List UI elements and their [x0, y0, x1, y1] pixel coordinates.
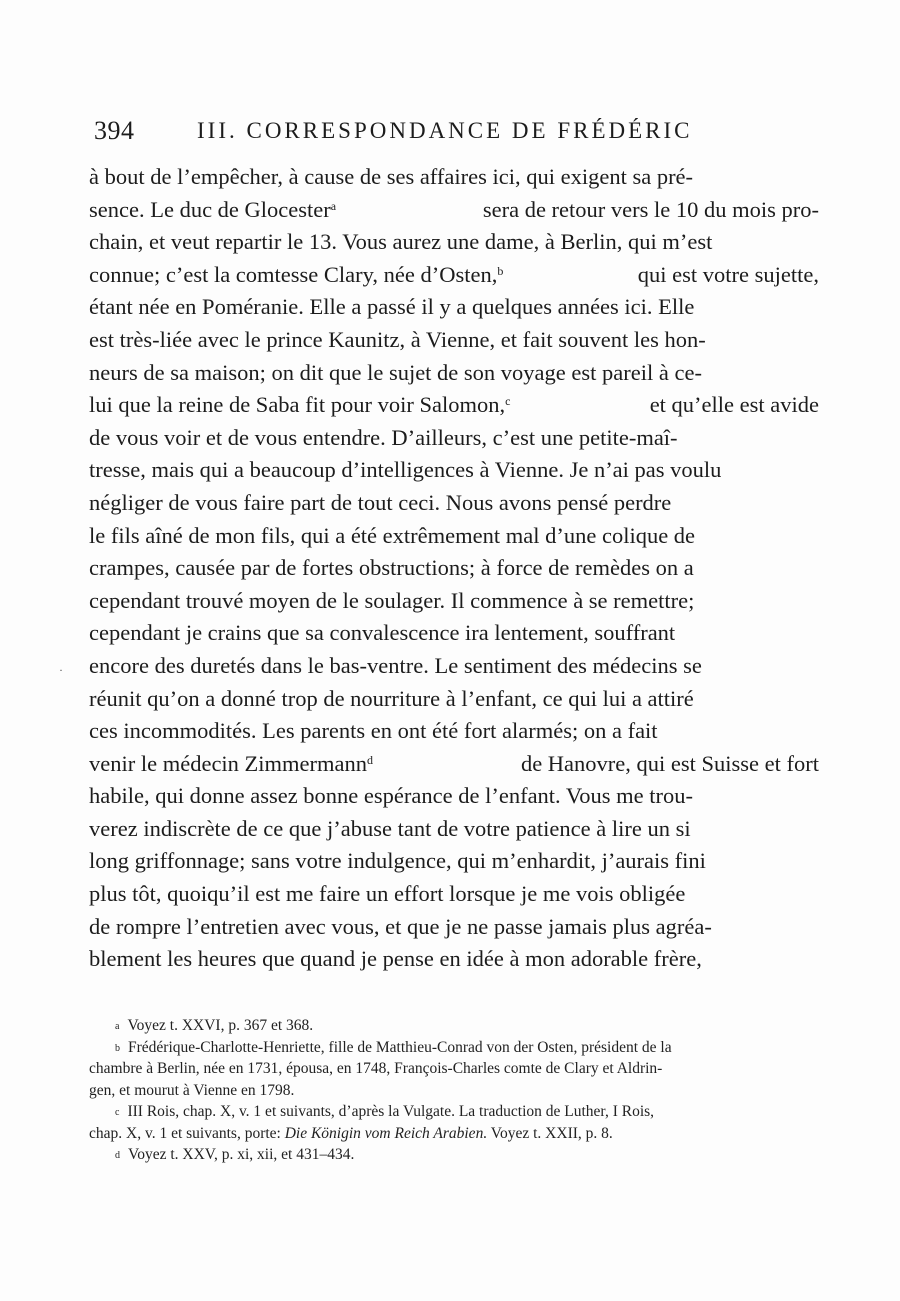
line-text: long griffonnage; sans votre indulgence, qui m’enhardit, j’aurais fini: [89, 848, 706, 874]
text-line: [89, 291, 819, 324]
text-line: [89, 683, 819, 716]
footnote-text: Frédérique-Charlotte-Henriette, fille de Matthieu-Conrad von der Osten, président de la: [128, 1038, 672, 1056]
text-line: [89, 226, 819, 259]
line-text: ces incommodités. Les parents en ont été fort alarmés; on a fait: [89, 718, 658, 744]
line-text: cependant je crains que sa convalescence ira lentement, souffrant: [89, 620, 676, 646]
line-text: chain, et veut repartir le 13. Vous aurez une dame, à Berlin, qui m’est: [89, 229, 713, 255]
footnote-text: chap. X, v. 1 et suivants, porte:: [89, 1124, 281, 1142]
line-text: réunit qu’on a donné trop de nourriture à l’enfant, ce qui lui a attiré: [89, 685, 694, 711]
footnote-mark: a: [115, 1021, 120, 1032]
footnote-quote: Die Königin vom Reich Arabien.: [284, 1124, 488, 1142]
footnote-ref-b: b: [497, 263, 504, 278]
body-text: [89, 161, 819, 976]
line-text: le fils aîné de mon fils, qui a été extrêmement mal d’une colique de: [89, 522, 696, 548]
text-line: [89, 487, 819, 520]
line-text: sence. Le duc de Glocester$^a$: [89, 196, 337, 222]
text-line: [89, 943, 819, 976]
line-text: tresse, mais qui a beaucoup d’intelligences à Vienne. Je n’ai pas voulu: [89, 457, 722, 483]
line-text: est très-liée avec le prince Kaunitz, à Vienne, et fait souvent les hon-: [89, 326, 706, 352]
footnote-d: [89, 1144, 819, 1166]
text-line: [89, 780, 819, 813]
line-text: négliger de vous faire part de tout ceci. Nous avons pensé perdre: [89, 489, 672, 515]
line-text: venir le médecin Zimmermann$^d$: [89, 750, 374, 776]
text-line: [89, 585, 819, 618]
text-line: [89, 161, 819, 194]
footnote-c: [89, 1101, 819, 1144]
line-text: verez indiscrète de ce que j’abuse tant de votre patience à lire un si: [89, 815, 691, 841]
line-text: de vous voir et de vous entendre. D’ailleurs, c’est une petite-maî-: [89, 424, 678, 450]
line-text: cependant trouvé moyen de le soulager. Il commence à se remettre;: [89, 587, 695, 613]
text-line: [89, 617, 819, 650]
footnote-text: gen, et mourut à Vienne en 1798.: [89, 1081, 295, 1099]
text-line: [89, 878, 819, 911]
line-text: crampes, causée par de fortes obstructions; à force de remèdes on a: [89, 555, 694, 581]
line-text: à bout de l’empêcher, à cause de ses affaires ici, qui exigent sa pré-: [89, 164, 694, 189]
footnote-mark: d: [115, 1150, 120, 1161]
text-line: [89, 422, 819, 455]
line-text: qui est votre sujette,: [637, 261, 819, 287]
page-number: 394: [94, 116, 135, 145]
line-text: habile, qui donne assez bonne espérance de l’enfant. Vous me trou-: [89, 783, 693, 809]
line-text: encore des duretés dans le bas-ventre. Le sentiment des médecins se: [89, 652, 702, 678]
line-text: de Hanovre, qui est Suisse et fort: [520, 750, 819, 776]
footnote-mark: b: [115, 1042, 120, 1054]
text-line: [89, 650, 819, 683]
page-header: [94, 116, 824, 150]
footnote-text: Voyez t. XXII, p. 8.: [490, 1124, 613, 1142]
text-line: [89, 813, 819, 846]
footnote-ref-a: a: [330, 198, 337, 213]
text-line: [89, 324, 819, 357]
text-line: [89, 454, 819, 487]
footnote-text: Voyez t. XXV, p. xi, xii, et 431–434.: [128, 1146, 355, 1163]
line-text: blement les heures que quand je pense en idée à mon adorable frère,: [89, 946, 702, 972]
footnote-b: [89, 1037, 819, 1102]
text-line: [89, 520, 819, 553]
text-line: [89, 845, 819, 878]
footnote-mark: c: [115, 1107, 120, 1118]
footnote-text: III Rois, chap. X, v. 1 et suivants, d’après la Vulgate. La traduction de Luther, I Rois,: [127, 1103, 655, 1120]
text-line: [89, 389, 819, 422]
text-line: [89, 748, 819, 781]
line-text: de rompre l’entretien avec vous, et que je ne passe jamais plus agréa-: [89, 913, 712, 939]
line-text: étant née en Poméranie. Elle a passé il y a quelques années ici. Elle: [89, 294, 695, 320]
footnotes: [89, 1015, 819, 1166]
footnote-ref-c: c: [505, 394, 511, 409]
line-text: lui que la reine de Saba fit pour voir Salomon,$^c$: [89, 392, 511, 418]
text-line: [89, 911, 819, 944]
margin-dot: ·: [59, 663, 63, 677]
line-text: sera de retour vers le 10 du mois pro-: [482, 196, 819, 222]
footnote-ref-d: d: [367, 752, 374, 767]
footnote-a: [89, 1015, 819, 1037]
line-text: plus tôt, quoiqu’il est me faire un effort lorsque je me vois obligée: [89, 881, 686, 907]
text-line: [89, 259, 819, 292]
text-line: [89, 715, 819, 748]
line-text: connue; c’est la comtesse Clary, née d’Osten,$^b$: [89, 261, 504, 287]
footnote-text: Voyez t. XXVI, p. 367 et 368.: [127, 1017, 314, 1034]
footnote-text: chambre à Berlin, née en 1731, épousa, en 1748, François-Charles comte de Clary et Aldrin-: [89, 1060, 663, 1077]
line-text: neurs de sa maison; on dit que le sujet de son voyage est pareil à ce-: [89, 359, 702, 385]
text-line: [89, 552, 819, 585]
text-line: [89, 194, 819, 227]
running-title: III. CORRESPONDANCE DE FRÉDÉRIC: [197, 118, 693, 143]
text-line: [89, 357, 819, 390]
line-text: et qu’elle est avide: [649, 392, 819, 418]
